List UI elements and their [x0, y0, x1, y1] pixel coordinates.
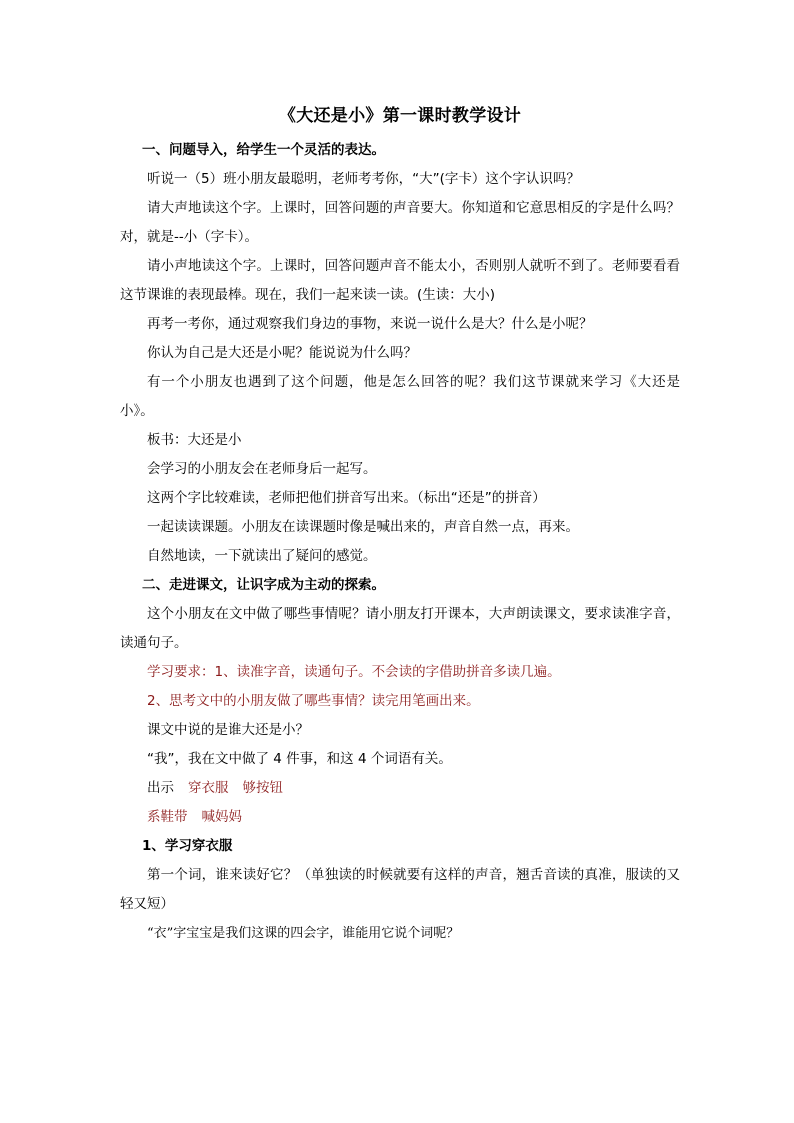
learning-requirement: 2、思考文中的小朋友做了哪些事情？读完用笔画出来。	[147, 693, 480, 709]
paragraph: “我”，我在文中做了 4 件事，和这 4 个词语有关。	[147, 751, 452, 767]
sub-heading: 1、学习穿衣服	[142, 838, 233, 854]
word-list-line	[120, 803, 680, 832]
paragraph: 第一个词，谁来读好它？（单独读的时候就要有这样的声音，翘舌音读的真准，服读的又轻又短）	[120, 867, 680, 912]
paragraph: 请小声地读这个字。上课时，回答问题声音不能太小，否则别人就听不到了。老师要看看这节课谁的表现最棒。现在，我们一起来读一读。(生读：大小)	[120, 258, 680, 303]
word-list-prefix: 出示	[147, 780, 174, 796]
document-page	[120, 98, 680, 948]
paragraph: 课文中说的是谁大还是小？	[147, 722, 309, 738]
paragraph: 板书：大还是小	[147, 432, 242, 448]
section-heading-1: 一、问题导入，给学生一个灵活的表达。	[142, 142, 385, 158]
paragraph: 自然地读，一下就读出了疑问的感觉。	[147, 548, 377, 564]
paragraph: “衣”字宝宝是我们这课的四会字，谁能用它说个词呢？	[147, 926, 460, 941]
paragraph: 有一个小朋友也遇到了这个问题，他是怎么回答的呢？我们这节课就来学习《大还是小》。	[120, 374, 680, 419]
paragraph: 听说一（5）班小朋友最聪明，老师考考你，“大”(字卡）这个字认识吗？	[147, 171, 580, 187]
paragraph: 你认为自己是大还是小呢？能说说为什么吗？	[147, 345, 417, 361]
paragraph: 这个小朋友在文中做了哪些事情呢？请小朋友打开课本，大声朗读课文，要求读准字音，读通句子。	[120, 606, 680, 651]
paragraph: 请大声地读这个字。上课时，回答问题的声音要大。你知道和它意思相反的字是什么吗？对，就是--小（字卡）。	[120, 200, 680, 245]
learning-requirement: 学习要求：1、读准字音，读通句子。不会读的字借助拼音多读几遍。	[147, 664, 561, 680]
section-heading-2: 二、走进课文，让识字成为主动的探索。	[142, 577, 385, 593]
paragraph: 会学习的小朋友会在老师身后一起写。	[147, 461, 377, 477]
word-list-line	[120, 774, 680, 803]
paragraph: 再考一考你，通过观察我们身边的事物，来说一说什么是大？什么是小呢？	[147, 316, 593, 332]
vocab-word: 系鞋带	[147, 809, 188, 825]
vocab-word: 喊妈妈	[201, 809, 242, 825]
paragraph: 这两个字比较难读，老师把他们拼音写出来。（标出“还是”的拼音）	[147, 490, 546, 506]
vocab-word: 够按钮	[242, 780, 283, 796]
paragraph: 一起读读课题。小朋友在读课题时像是喊出来的，声音自然一点，再来。	[147, 519, 579, 535]
vocab-word: 穿衣服	[188, 780, 229, 796]
document-title: 《大还是小》第一课时教学设计	[278, 106, 522, 126]
